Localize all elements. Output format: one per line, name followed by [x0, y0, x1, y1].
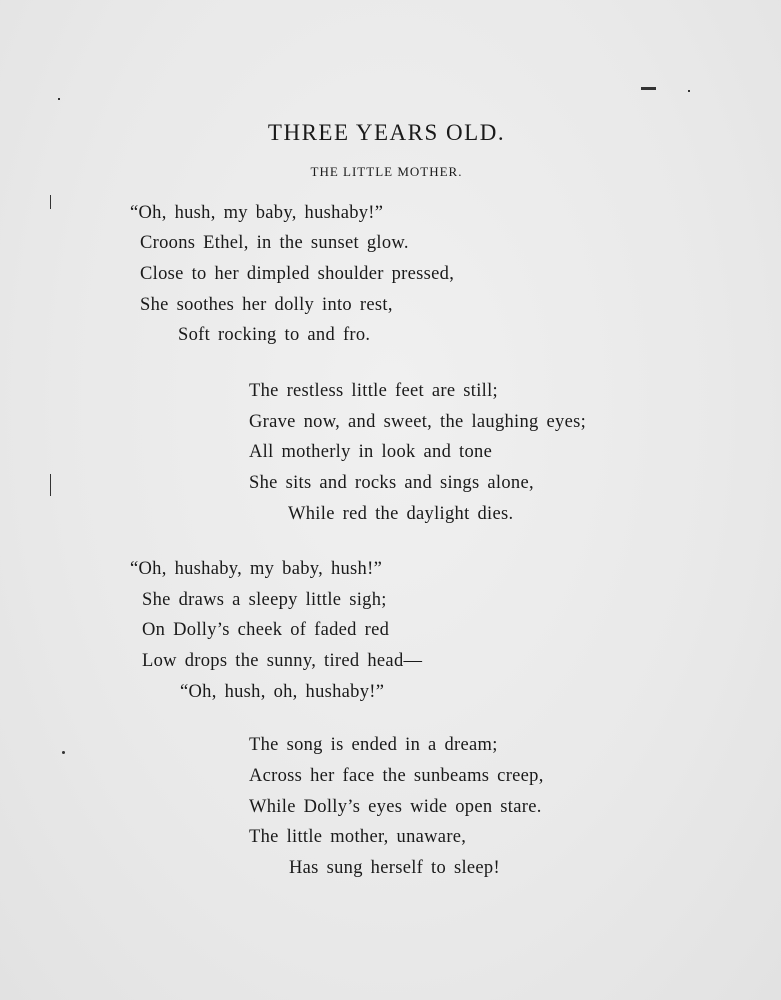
poem-line: Has sung herself to sleep! [289, 858, 500, 878]
poem-line: Grave now, and sweet, the laughing eyes; [249, 412, 587, 432]
print-speck [688, 90, 690, 92]
poem-line: The restless little feet are still; [249, 381, 498, 401]
poem-line: Across her face the sunbeams creep, [249, 766, 544, 786]
poem-line: On Dolly’s cheek of faded red [142, 620, 390, 640]
poem-line: Soft rocking to and fro. [178, 325, 371, 345]
poem-line: Low drops the sunny, tired head— [142, 651, 423, 671]
poem-line: While red the daylight dies. [288, 504, 514, 524]
poem-line: All motherly in look and tone [249, 442, 493, 462]
poem-line: She draws a sleepy little sigh; [142, 590, 387, 610]
poem-line: While Dolly’s eyes wide open stare. [249, 797, 542, 817]
print-speck [62, 751, 65, 754]
print-speck [641, 87, 656, 90]
print-speck [50, 474, 51, 496]
poem-line: She soothes her dolly into rest, [140, 295, 393, 315]
poem-line: Croons Ethel, in the sunset glow. [140, 233, 409, 253]
poem-subtitle: THE LITTLE MOTHER. [310, 164, 463, 179]
poem-line: “Oh, hushaby, my baby, hush!” [130, 559, 383, 579]
poem-line: Close to her dimpled shoulder pressed, [140, 264, 455, 284]
print-speck [58, 98, 60, 100]
poem-line: The song is ended in a dream; [249, 735, 498, 755]
poem-line: “Oh, hush, my baby, hushaby!” [130, 203, 384, 223]
poem-title: THREE YEARS OLD. [267, 120, 506, 145]
poem-line: The little mother, unaware, [249, 827, 467, 847]
print-speck [50, 195, 51, 209]
poem-line: She sits and rocks and sings alone, [249, 473, 534, 493]
poem-line: “Oh, hush, oh, hushaby!” [180, 682, 385, 702]
